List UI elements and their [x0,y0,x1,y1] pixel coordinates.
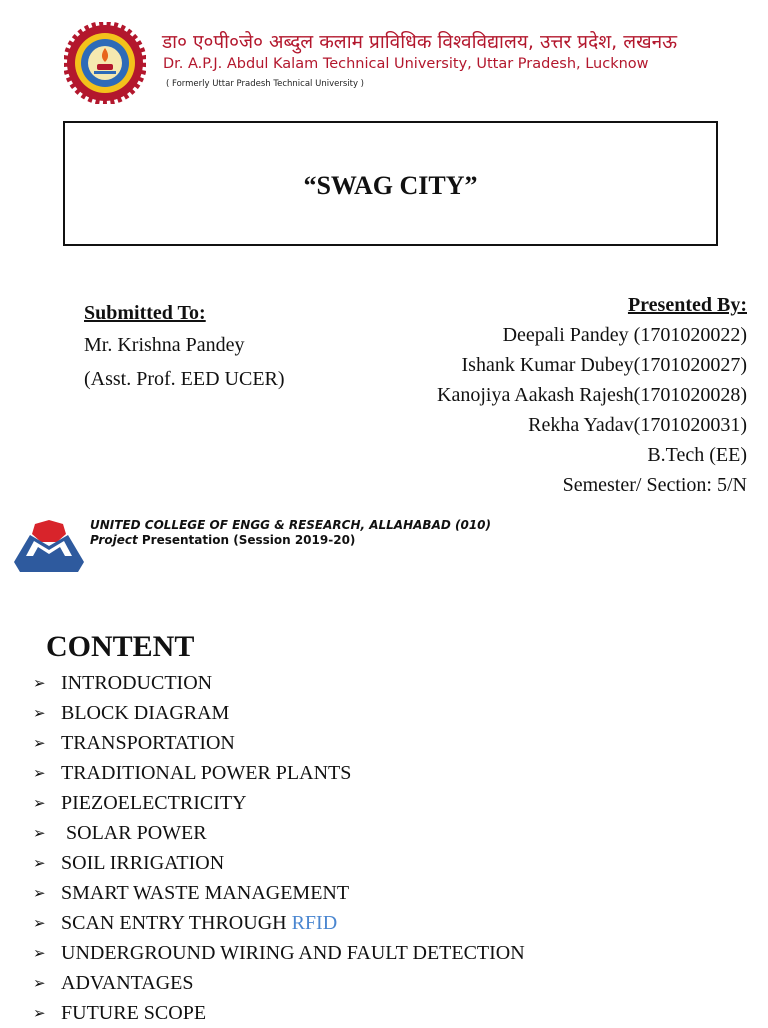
arrow-bullet-icon: ➢ [33,824,46,842]
list-item: ➢ SOLAR POWER [33,818,525,848]
project-title: “SWAG CITY” [303,171,478,200]
arrow-bullet-icon: ➢ [33,1004,46,1022]
semester-line: Semester/ Section: 5/N [562,474,747,496]
presented-by-block [437,290,747,500]
college-session [90,533,355,547]
rfid-link[interactable]: RFID [291,912,338,934]
list-item: ➢ TRADITIONAL POWER PLANTS [33,758,525,788]
presenter-line: Rekha Yadav(1701020031) [528,414,747,436]
presenter-line: Kanojiya Aakash Rajesh(1701020028) [437,384,747,406]
content-list [33,668,525,1028]
list-item: ➢ TRANSPORTATION [33,728,525,758]
presenter-line: Deepali Pandey (1701020022) [502,324,747,346]
arrow-bullet-icon: ➢ [33,914,46,932]
college-name: UNITED COLLEGE OF ENGG & RESEARCH, ALLAHABAD (010) [90,518,492,532]
arrow-bullet-icon: ➢ [33,944,46,962]
session-project-word: Project [90,533,138,547]
list-item: ➢ FUTURE SCOPE [33,998,525,1028]
submitted-to-heading: Submitted To: [84,302,206,324]
arrow-bullet-icon: ➢ [33,764,46,782]
list-item: ➢ UNDERGROUND WIRING AND FAULT DETECTION [33,938,525,968]
university-name-hindi: डा० ए०पी०जे० अब्दुल कलाम प्राविधिक विश्वविद्यालय, उत्तर प्रदेश, लखनऊ [162,31,678,53]
university-logo [64,22,146,104]
content-heading: CONTENT [46,630,195,663]
list-item: ➢ SOIL IRRIGATION [33,848,525,878]
arrow-bullet-icon: ➢ [33,854,46,872]
arrow-bullet-icon: ➢ [33,674,46,692]
session-rest: Presentation (Session 2019-20) [137,533,356,547]
university-name-english: Dr. A.P.J. Abdul Kalam Technical University, Uttar Pradesh, Lucknow [163,56,649,72]
presenter-line: Ishank Kumar Dubey(1701020027) [461,354,747,376]
list-item: ➢ BLOCK DIAGRAM [33,698,525,728]
arrow-bullet-icon: ➢ [33,734,46,752]
list-item: ➢ ADVANTAGES [33,968,525,998]
arrow-bullet-icon: ➢ [33,794,46,812]
list-item: ➢ INTRODUCTION [33,668,525,698]
list-item: ➢ PIEZOELECTRICITY [33,788,525,818]
presented-by-heading: Presented By: [627,294,747,316]
list-item: ➢ SCAN ENTRY THROUGH RFID [33,908,525,938]
submitted-to-role: (Asst. Prof. EED UCER) [84,368,285,390]
college-logo [14,520,84,572]
arrow-bullet-icon: ➢ [33,974,46,992]
list-item: ➢ SMART WASTE MANAGEMENT [33,878,525,908]
submitted-to-name: Mr. Krishna Pandey [84,334,245,356]
arrow-bullet-icon: ➢ [33,884,46,902]
title-box [63,121,718,246]
arrow-bullet-icon: ➢ [33,704,46,722]
university-former-name: ( Formerly Uttar Pradesh Technical University ) [166,79,364,89]
course-line: B.Tech (EE) [647,444,747,466]
